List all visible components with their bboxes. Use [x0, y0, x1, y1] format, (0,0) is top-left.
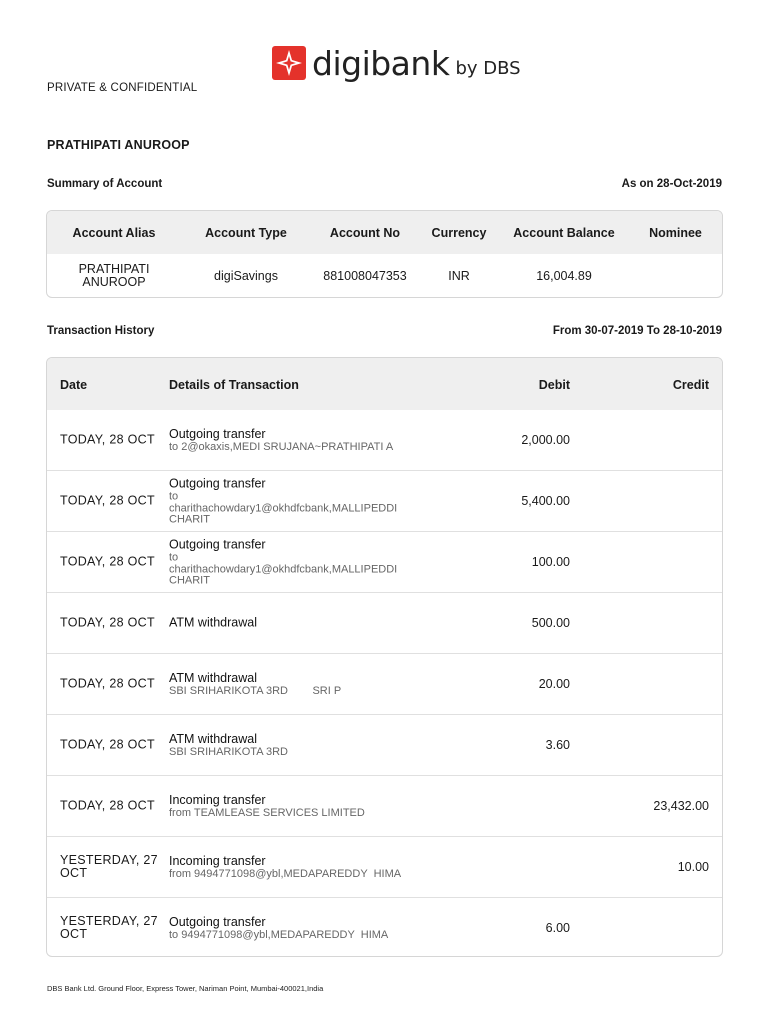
txn-description: SBI SRIHARIKOTA 3RD SRI P	[169, 684, 342, 697]
txn-debit: 20.00	[538, 677, 570, 691]
col-details: Details of Transaction	[169, 378, 299, 392]
bank-address-footer: DBS Bank Ltd. Ground Floor, Express Tower, Nariman Point, Mumbai-400021,India	[47, 984, 324, 993]
summary-title: Summary of Account	[47, 178, 163, 190]
col-date: Date	[60, 378, 88, 392]
digibank-logo	[272, 42, 521, 84]
col-credit: Credit	[672, 378, 709, 392]
txn-description: to charithachowdary1@okhdfcbank,MALLIPEDDI CHARIT	[169, 490, 398, 526]
brand-suffix: by DBS	[455, 57, 521, 79]
txn-debit: 5,400.00	[521, 494, 570, 508]
txn-title: Outgoing transfer	[169, 537, 266, 552]
transaction-row	[47, 775, 722, 836]
txn-title: ATM withdrawal	[169, 670, 257, 685]
txn-title: Outgoing transfer	[169, 914, 266, 929]
transaction-table-header	[47, 358, 722, 410]
col-account-type: Account Type	[205, 225, 287, 240]
confidential-label: PRIVATE & CONFIDENTIAL	[47, 82, 198, 94]
txn-details	[169, 427, 419, 454]
txn-debit: 100.00	[531, 555, 570, 569]
txn-date: TODAY, 28 OCT	[60, 676, 155, 691]
account-alias	[47, 263, 181, 289]
txn-details	[169, 537, 419, 587]
transaction-history-title: Transaction History	[47, 325, 155, 337]
txn-date: YESTERDAY, 27 OCT	[60, 853, 158, 880]
txn-description: to charithachowdary1@okhdfcbank,MALLIPEDDI CHARIT	[169, 551, 398, 587]
txn-debit: 3.60	[545, 738, 570, 752]
txn-description: from 9494771098@ybl,MEDAPAREDDY HIMA	[169, 867, 402, 880]
txn-details	[169, 616, 419, 631]
txn-details	[169, 793, 419, 820]
transaction-row	[47, 653, 722, 714]
txn-description: to 2@okaxis,MEDI SRUJANA~PRATHIPATI A	[169, 440, 394, 453]
txn-date: TODAY, 28 OCT	[60, 493, 155, 508]
col-account-alias: Account Alias	[72, 225, 156, 240]
transaction-date-range: From 30-07-2019 To 28-10-2019	[552, 325, 722, 337]
txn-description: to 9494771098@ybl,MEDAPAREDDY HIMA	[169, 928, 389, 941]
txn-debit: 2,000.00	[521, 433, 570, 447]
txn-date: TODAY, 28 OCT	[60, 432, 155, 447]
account-summary-table	[46, 210, 723, 298]
txn-date: TODAY, 28 OCT	[60, 798, 155, 813]
txn-date: TODAY, 28 OCT	[60, 554, 155, 569]
account-summary-row	[47, 254, 722, 297]
txn-credit: 10.00	[677, 860, 709, 874]
transaction-row	[47, 531, 722, 592]
txn-details	[169, 854, 419, 881]
txn-date: YESTERDAY, 27 OCT	[60, 914, 158, 941]
col-currency: Currency	[431, 225, 487, 240]
txn-details	[169, 915, 419, 942]
col-debit: Debit	[538, 378, 570, 392]
transaction-row	[47, 410, 722, 470]
account-type: digiSavings	[214, 268, 278, 283]
transaction-row	[47, 836, 722, 897]
txn-title: Incoming transfer	[169, 853, 266, 868]
col-account-no: Account No	[329, 225, 401, 240]
txn-date: TODAY, 28 OCT	[60, 737, 155, 752]
account-balance: 16,004.89	[536, 268, 592, 283]
col-account-balance: Account Balance	[513, 225, 615, 240]
txn-description: from TEAMLEASE SERVICES LIMITED	[169, 806, 365, 819]
txn-details	[169, 671, 419, 698]
txn-debit: 6.00	[545, 921, 570, 935]
account-alias-line2: ANUROOP	[82, 274, 146, 289]
txn-title: Outgoing transfer	[169, 476, 266, 491]
brand-name: digibank	[312, 43, 450, 83]
txn-title: ATM withdrawal	[169, 731, 257, 746]
summary-as-on-date: As on 28-Oct-2019	[621, 178, 722, 190]
account-number: 881008047353	[323, 268, 407, 283]
txn-title: ATM withdrawal	[169, 615, 257, 630]
transaction-row	[47, 897, 722, 957]
transaction-row	[47, 470, 722, 531]
txn-title: Incoming transfer	[169, 792, 266, 807]
transaction-row	[47, 592, 722, 653]
account-alias-line1: PRATHIPATI	[78, 261, 150, 276]
account-holder-name: PRATHIPATI ANUROOP	[47, 138, 190, 152]
account-currency: INR	[448, 268, 470, 283]
transaction-table	[46, 357, 723, 957]
txn-date: TODAY, 28 OCT	[60, 615, 155, 630]
account-summary-header	[47, 211, 722, 254]
col-nominee: Nominee	[649, 225, 702, 240]
txn-debit: 500.00	[531, 616, 570, 630]
txn-details	[169, 732, 419, 759]
transaction-rows	[47, 410, 722, 957]
txn-title: Outgoing transfer	[169, 426, 266, 441]
transaction-row	[47, 714, 722, 775]
txn-credit: 23,432.00	[653, 799, 709, 813]
dbs-star-icon	[272, 46, 306, 80]
txn-details	[169, 476, 419, 526]
txn-description: SBI SRIHARIKOTA 3RD	[169, 745, 288, 758]
